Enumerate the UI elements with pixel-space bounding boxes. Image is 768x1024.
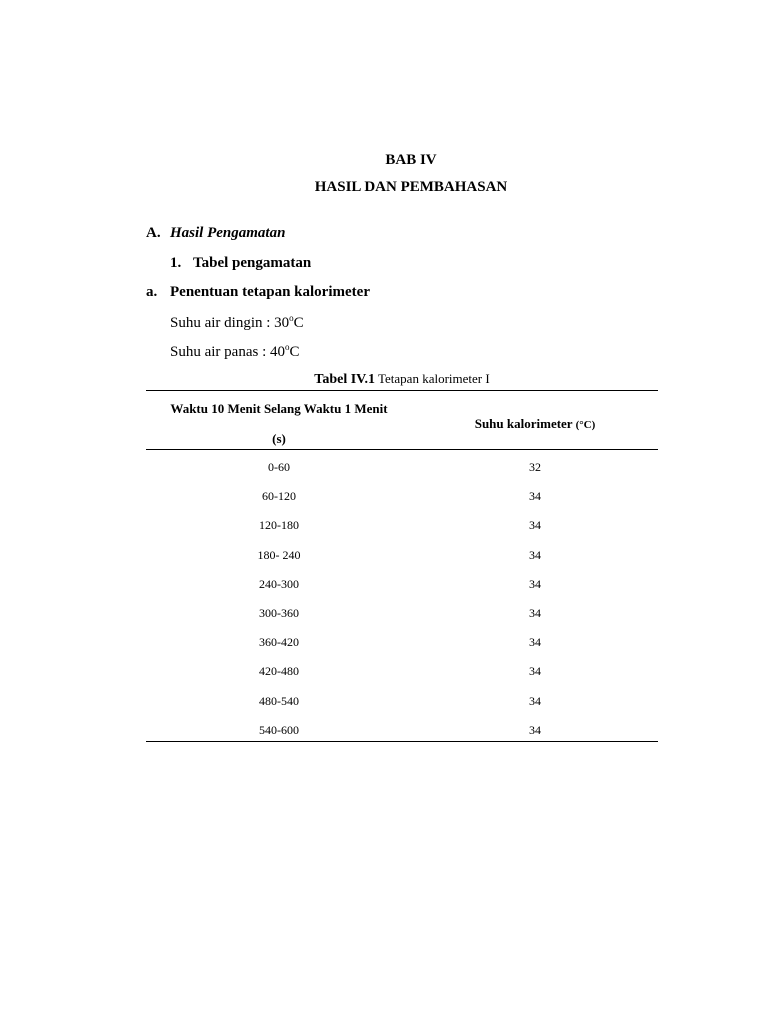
table-cell-temperature: 34 bbox=[529, 548, 541, 562]
table-top-rule bbox=[146, 390, 658, 391]
table-cell-temperature: 34 bbox=[529, 577, 541, 591]
table-cell-time: 480-540 bbox=[259, 694, 299, 708]
table-cell-time: 0-60 bbox=[268, 460, 290, 474]
chapter-number: BAB IV bbox=[385, 152, 437, 168]
table-cell-time: 300-360 bbox=[259, 606, 299, 620]
cold-water-unit: C bbox=[293, 315, 304, 331]
subsection-a-marker: a. bbox=[146, 284, 158, 300]
table-cell-time: 180- 240 bbox=[257, 548, 301, 562]
table-cell-temperature: 34 bbox=[529, 489, 541, 503]
hot-water-label: Suhu air panas : 40 bbox=[170, 344, 285, 360]
table-cell-temperature: 34 bbox=[529, 664, 541, 678]
table-cell-temperature: 34 bbox=[529, 723, 541, 737]
hot-water-unit: C bbox=[289, 344, 300, 360]
table-cell-time: 60-120 bbox=[262, 489, 296, 503]
table-cell-temperature: 34 bbox=[529, 606, 541, 620]
header-time-label: Waktu 10 Menit Selang Waktu 1 Menit bbox=[170, 401, 388, 416]
cold-water-degree: o bbox=[289, 313, 294, 323]
table-caption-text: Tetapan kalorimeter I bbox=[374, 371, 490, 386]
header-temperature bbox=[412, 416, 658, 432]
table-cell-temperature: 34 bbox=[529, 518, 541, 532]
header-temperature-unit: (°C) bbox=[575, 419, 596, 431]
table-bottom-rule bbox=[146, 741, 658, 742]
table-cell-temperature: 34 bbox=[529, 635, 541, 649]
table-caption bbox=[146, 371, 658, 388]
hot-water-degree: o bbox=[284, 342, 290, 352]
table-cell-time: 540-600 bbox=[259, 723, 299, 737]
table-cell-temperature: 34 bbox=[529, 694, 541, 708]
header-time-unit: (s) bbox=[272, 431, 286, 446]
subsection-a-title: Penentuan tetapan kalorimeter bbox=[170, 284, 370, 300]
hot-water-temperature bbox=[170, 342, 300, 361]
chapter-title: HASIL DAN PEMBAHASAN bbox=[314, 179, 508, 195]
table-caption-label: Tabel IV.1 bbox=[314, 372, 375, 387]
cold-water-temperature bbox=[170, 313, 304, 332]
table-cell-time: 120-180 bbox=[259, 518, 299, 532]
cold-water-label: Suhu air dingin : 30 bbox=[170, 315, 290, 331]
table-cell-time: 420-480 bbox=[259, 664, 299, 678]
table-cell-time: 240-300 bbox=[259, 577, 299, 591]
table-cell-time: 360-420 bbox=[259, 635, 299, 649]
header-temperature-label: Suhu kalorimeter bbox=[474, 416, 576, 431]
section-a-title: Hasil Pengamatan bbox=[170, 225, 286, 241]
table-cell-temperature: 32 bbox=[529, 460, 541, 474]
subsection-1-title: Tabel pengamatan bbox=[193, 255, 312, 271]
table-header-rule bbox=[146, 449, 658, 450]
section-a-marker: A. bbox=[146, 225, 161, 241]
subsection-1-marker: 1. bbox=[170, 255, 182, 271]
